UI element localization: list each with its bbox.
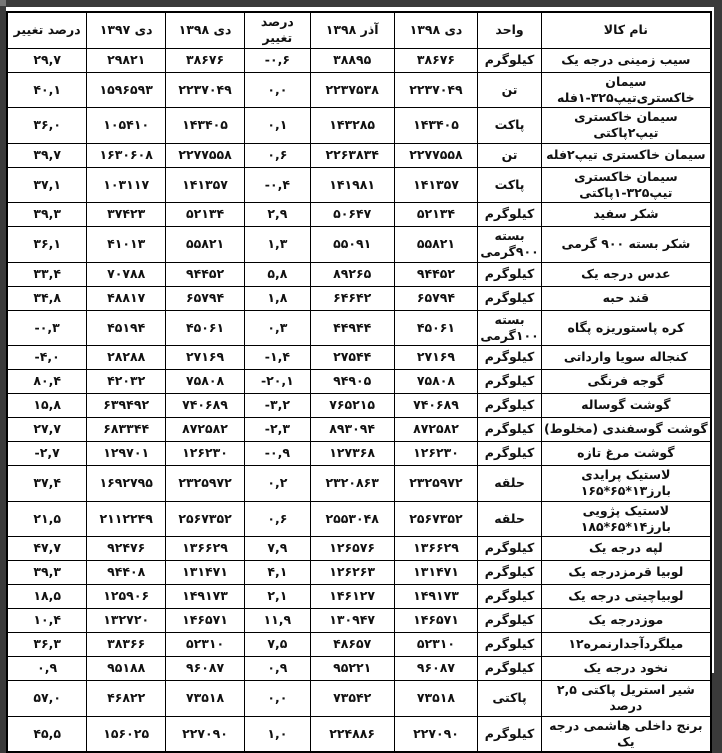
unit-cell: کیلوگرم: [478, 346, 541, 370]
azar98-cell: ۲۲۳۷۵۳۸: [310, 72, 394, 108]
chg-m-cell: ۱,۳: [244, 227, 310, 263]
table-row: [7, 167, 711, 203]
dey97-cell: ۳۸۳۶۶: [87, 633, 166, 657]
table-row: [7, 286, 711, 310]
dey98-b-cell: ۱۴۹۱۷۳: [166, 585, 245, 609]
table-row: [7, 108, 711, 144]
azar98-cell: ۱۲۷۳۶۸: [310, 442, 394, 466]
unit-cell: پاکت: [478, 108, 541, 144]
table-row: [7, 394, 711, 418]
table-row: [7, 466, 711, 502]
chg-m-cell: ۰,۰: [244, 72, 310, 108]
dey98-a-cell: ۱۴۹۱۷۳: [394, 585, 478, 609]
dey98-b-cell: ۲۳۲۵۹۷۲: [166, 466, 245, 502]
table-row: [7, 633, 711, 657]
chg-m-cell: ۰,۳: [244, 310, 310, 346]
table-row: [7, 72, 711, 108]
azar98-cell: ۹۵۲۲۱: [310, 657, 394, 681]
chg-y-cell: ۱۰,۴: [7, 609, 87, 633]
table-row: [7, 501, 711, 537]
dey97-cell: ۱۲۵۹۰۶: [87, 585, 166, 609]
azar98-cell: ۹۴۹۰۵: [310, 370, 394, 394]
dey98-b-cell: ۹۴۴۵۲: [166, 262, 245, 286]
unit-cell: تن: [478, 72, 541, 108]
chg-y-cell: -۴,۰: [7, 346, 87, 370]
name-cell: کنجاله سویا وارداتی: [541, 346, 711, 370]
dey98-b-cell: ۷۳۵۱۸: [166, 681, 245, 717]
dey98-b-cell: ۲۵۶۷۳۵۲: [166, 501, 245, 537]
azar98-cell: ۲۲۶۳۸۳۴: [310, 143, 394, 167]
chg-m-cell: ۱,۰: [244, 716, 310, 752]
name-cell: لاستیک پرایدی بارز۱۳*۶۵*۱۶۵: [541, 466, 711, 502]
unit-cell: کیلوگرم: [478, 537, 541, 561]
chg-y-cell: ۳۴,۸: [7, 286, 87, 310]
table-row: [7, 370, 711, 394]
chg-y-cell: ۱۵,۸: [7, 394, 87, 418]
name-cell: شیر استریل پاکتی ۲,۵ درصد: [541, 681, 711, 717]
table-row: [7, 310, 711, 346]
unit-cell: حلقه: [478, 501, 541, 537]
unit-cell: کیلوگرم: [478, 370, 541, 394]
dey97-cell: ۷۰۷۸۸: [87, 262, 166, 286]
dey98-a-cell: ۹۴۴۵۲: [394, 262, 478, 286]
column-header-chg_m: درصد تغییر: [244, 12, 310, 48]
azar98-cell: ۷۳۵۴۲: [310, 681, 394, 717]
chg-y-cell: ۴۵,۵: [7, 716, 87, 752]
chg-m-cell: ۲,۱: [244, 585, 310, 609]
unit-cell: کیلوگرم: [478, 716, 541, 752]
chg-m-cell: -۰,۶: [244, 48, 310, 72]
dey98-a-cell: ۲۲۷۰۹۰: [394, 716, 478, 752]
chg-y-cell: ۲۷,۷: [7, 418, 87, 442]
chg-m-cell: ۷,۵: [244, 633, 310, 657]
chg-m-cell: -۱,۴: [244, 346, 310, 370]
azar98-cell: ۱۴۳۲۸۵: [310, 108, 394, 144]
document-page: [6, 7, 714, 749]
name-cell: برنج داخلی هاشمی درجه یک: [541, 716, 711, 752]
dey98-b-cell: ۵۵۸۲۱: [166, 227, 245, 263]
name-cell: میلگردآجدارنمره۱۲: [541, 633, 711, 657]
name-cell: شکر بسته ۹۰۰ گرمی: [541, 227, 711, 263]
name-cell: موزدرجه یک: [541, 609, 711, 633]
dey98-a-cell: ۴۵۰۶۱: [394, 310, 478, 346]
name-cell: قند حبه: [541, 286, 711, 310]
dey98-a-cell: ۱۳۶۶۲۹: [394, 537, 478, 561]
dey98-a-cell: ۵۵۸۲۱: [394, 227, 478, 263]
chg-y-cell: ۳۹,۷: [7, 143, 87, 167]
dey98-b-cell: ۹۶۰۸۷: [166, 657, 245, 681]
name-cell: سیمان خاکستری تیپ۳۲۵-۱پاکتی: [541, 167, 711, 203]
dey98-b-cell: ۲۷۱۶۹: [166, 346, 245, 370]
table-row: [7, 442, 711, 466]
name-cell: لوبیاچیتی درجه یک: [541, 585, 711, 609]
dey98-b-cell: ۵۲۳۱۰: [166, 633, 245, 657]
chg-m-cell: -۲۰,۱: [244, 370, 310, 394]
column-header-name: نام کالا: [541, 12, 711, 48]
dey97-cell: ۱۳۲۷۲۰: [87, 609, 166, 633]
name-cell: گوشت گوساله: [541, 394, 711, 418]
dey98-a-cell: ۲۲۳۷۰۴۹: [394, 72, 478, 108]
dey98-a-cell: ۱۴۳۴۰۵: [394, 108, 478, 144]
dey98-a-cell: ۶۵۷۹۴: [394, 286, 478, 310]
table-header-row: [7, 12, 711, 48]
table-row: [7, 203, 711, 227]
unit-cell: حلقه: [478, 466, 541, 502]
azar98-cell: ۴۸۶۵۷: [310, 633, 394, 657]
dey98-b-cell: ۶۵۷۹۴: [166, 286, 245, 310]
dey98-b-cell: ۱۴۳۴۰۵: [166, 108, 245, 144]
chg-m-cell: ۲,۹: [244, 203, 310, 227]
table-row: [7, 681, 711, 717]
unit-cell: پاکت: [478, 167, 541, 203]
chg-y-cell: ۳۷,۱: [7, 167, 87, 203]
dey97-cell: ۱۰۵۴۱۰: [87, 108, 166, 144]
column-header-unit: واحد: [478, 12, 541, 48]
unit-cell: کیلوگرم: [478, 286, 541, 310]
unit-cell: کیلوگرم: [478, 585, 541, 609]
name-cell: کره پاستوریزه پگاه: [541, 310, 711, 346]
dey97-cell: ۹۵۱۸۸: [87, 657, 166, 681]
azar98-cell: ۱۲۶۲۶۳: [310, 561, 394, 585]
azar98-cell: ۱۴۶۱۲۷: [310, 585, 394, 609]
azar98-cell: ۲۳۲۰۸۶۳: [310, 466, 394, 502]
table-row: [7, 561, 711, 585]
dey98-b-cell: ۳۸۶۷۶: [166, 48, 245, 72]
table-body: [7, 48, 711, 752]
table-row: [7, 537, 711, 561]
column-header-chg_y: درصد تغییر: [7, 12, 87, 48]
azar98-cell: ۱۲۶۵۷۶: [310, 537, 394, 561]
dey98-a-cell: ۲۳۲۵۹۷۲: [394, 466, 478, 502]
dey97-cell: ۱۰۳۱۱۷: [87, 167, 166, 203]
unit-cell: کیلوگرم: [478, 442, 541, 466]
chg-y-cell: -۰,۳: [7, 310, 87, 346]
dey97-cell: ۱۵۹۶۵۹۳: [87, 72, 166, 108]
unit-cell: کیلوگرم: [478, 203, 541, 227]
unit-cell: کیلوگرم: [478, 657, 541, 681]
unit-cell: کیلوگرم: [478, 262, 541, 286]
unit-cell: کیلوگرم: [478, 418, 541, 442]
name-cell: سیمان خاکستری تیپ۲فله: [541, 143, 711, 167]
dey98-b-cell: ۸۷۲۵۸۲: [166, 418, 245, 442]
dey98-a-cell: ۷۴۰۶۸۹: [394, 394, 478, 418]
chg-y-cell: ۳۳,۴: [7, 262, 87, 286]
column-header-azar98: آذر ۱۳۹۸: [310, 12, 394, 48]
dey98-b-cell: ۲۲۷۰۹۰: [166, 716, 245, 752]
dey97-cell: ۹۴۴۰۸: [87, 561, 166, 585]
unit-cell: تن: [478, 143, 541, 167]
chg-m-cell: -۰,۹: [244, 442, 310, 466]
unit-cell: کیلوگرم: [478, 394, 541, 418]
chg-m-cell: ۱,۸: [244, 286, 310, 310]
dey98-b-cell: ۱۲۶۲۳۰: [166, 442, 245, 466]
chg-m-cell: ۵,۸: [244, 262, 310, 286]
dey98-a-cell: ۱۲۶۲۳۰: [394, 442, 478, 466]
azar98-cell: ۶۴۶۴۲: [310, 286, 394, 310]
azar98-cell: ۲۲۴۸۸۶: [310, 716, 394, 752]
table-row: [7, 143, 711, 167]
dey98-a-cell: ۵۲۱۳۴: [394, 203, 478, 227]
dey98-b-cell: ۱۴۱۳۵۷: [166, 167, 245, 203]
azar98-cell: ۲۵۵۳۰۴۸: [310, 501, 394, 537]
chg-m-cell: ۷,۹: [244, 537, 310, 561]
chg-y-cell: ۸۰,۴: [7, 370, 87, 394]
chg-y-cell: ۲۱,۵: [7, 501, 87, 537]
unit-cell: کیلوگرم: [478, 609, 541, 633]
dey97-cell: ۱۶۳۰۶۰۸: [87, 143, 166, 167]
chg-y-cell: ۳۶,۱: [7, 227, 87, 263]
dey98-a-cell: ۲۷۱۶۹: [394, 346, 478, 370]
dey98-b-cell: ۱۴۶۵۷۱: [166, 609, 245, 633]
chg-y-cell: ۳۷,۴: [7, 466, 87, 502]
azar98-cell: ۸۹۲۶۵: [310, 262, 394, 286]
chg-m-cell: -۲,۳: [244, 418, 310, 442]
unit-cell: کیلوگرم: [478, 633, 541, 657]
dey98-a-cell: ۷۵۸۰۸: [394, 370, 478, 394]
dey98-a-cell: ۱۴۶۵۷۱: [394, 609, 478, 633]
chg-y-cell: ۳۶,۳: [7, 633, 87, 657]
column-header-dey97: دی ۱۳۹۷: [87, 12, 166, 48]
price-table: [6, 11, 712, 753]
table-row: [7, 346, 711, 370]
dey97-cell: ۴۶۸۲۲: [87, 681, 166, 717]
unit-cell: کیلوگرم: [478, 48, 541, 72]
dey98-a-cell: ۱۴۱۳۵۷: [394, 167, 478, 203]
azar98-cell: ۷۶۵۲۱۵: [310, 394, 394, 418]
column-header-dey98_b: دی ۱۳۹۸: [166, 12, 245, 48]
unit-cell: کیلوگرم: [478, 561, 541, 585]
table-row: [7, 716, 711, 752]
dey97-cell: ۲۱۱۲۲۴۹: [87, 501, 166, 537]
unit-cell: بسته ۱۰۰گرمی: [478, 310, 541, 346]
azar98-cell: ۱۳۰۹۴۷: [310, 609, 394, 633]
azar98-cell: ۱۴۱۹۸۱: [310, 167, 394, 203]
dey97-cell: ۹۲۴۷۶: [87, 537, 166, 561]
chg-m-cell: -۰,۴: [244, 167, 310, 203]
chg-m-cell: ۰,۱: [244, 108, 310, 144]
table-row: [7, 48, 711, 72]
dey97-cell: ۱۵۶۰۲۵: [87, 716, 166, 752]
chg-m-cell: ۱۱,۹: [244, 609, 310, 633]
viewer-corner-notch: [0, 0, 6, 6]
chg-m-cell: ۰,۶: [244, 501, 310, 537]
chg-y-cell: ۰,۹: [7, 657, 87, 681]
dey97-cell: ۲۸۲۸۸: [87, 346, 166, 370]
chg-y-cell: ۵۷,۰: [7, 681, 87, 717]
name-cell: عدس درجه یک: [541, 262, 711, 286]
dey97-cell: ۴۸۸۱۷: [87, 286, 166, 310]
dey98-b-cell: ۲۲۷۷۵۵۸: [166, 143, 245, 167]
chg-m-cell: ۰,۹: [244, 657, 310, 681]
table-row: [7, 657, 711, 681]
chg-y-cell: ۳۹,۳: [7, 561, 87, 585]
azar98-cell: ۸۹۳۰۹۴: [310, 418, 394, 442]
dey98-b-cell: ۵۲۱۳۴: [166, 203, 245, 227]
dey97-cell: ۴۱۰۱۳: [87, 227, 166, 263]
dey98-b-cell: ۷۴۰۶۸۹: [166, 394, 245, 418]
dey98-a-cell: ۲۵۶۷۳۵۲: [394, 501, 478, 537]
dey98-a-cell: ۹۶۰۸۷: [394, 657, 478, 681]
azar98-cell: ۴۴۹۴۴: [310, 310, 394, 346]
name-cell: سیمان خاکستری تیپ۲پاکتی: [541, 108, 711, 144]
unit-cell: پاکتی: [478, 681, 541, 717]
chg-y-cell: ۴۰,۱: [7, 72, 87, 108]
name-cell: سیمان خاکستری‌تیپ۳۲۵-۱فله: [541, 72, 711, 108]
chg-y-cell: ۲۹,۷: [7, 48, 87, 72]
table-row: [7, 609, 711, 633]
dey97-cell: ۲۹۸۲۱: [87, 48, 166, 72]
dey98-a-cell: ۲۲۷۷۵۵۸: [394, 143, 478, 167]
dey97-cell: ۴۵۱۹۴: [87, 310, 166, 346]
unit-cell: بسته ۹۰۰گرمی: [478, 227, 541, 263]
chg-m-cell: -۳,۲: [244, 394, 310, 418]
dey98-b-cell: ۱۳۱۴۷۱: [166, 561, 245, 585]
chg-y-cell: ۴۷,۷: [7, 537, 87, 561]
name-cell: گوجه فرنگی: [541, 370, 711, 394]
table-row: [7, 262, 711, 286]
chg-y-cell: ۳۹,۳: [7, 203, 87, 227]
dey98-a-cell: ۸۷۲۵۸۲: [394, 418, 478, 442]
dey98-a-cell: ۳۸۶۷۶: [394, 48, 478, 72]
table-row: [7, 418, 711, 442]
chg-m-cell: ۰,۶: [244, 143, 310, 167]
dey98-a-cell: ۱۳۱۴۷۱: [394, 561, 478, 585]
azar98-cell: ۵۵۰۹۱: [310, 227, 394, 263]
dey98-a-cell: ۷۳۵۱۸: [394, 681, 478, 717]
dey98-b-cell: ۷۵۸۰۸: [166, 370, 245, 394]
chg-y-cell: -۲,۷: [7, 442, 87, 466]
azar98-cell: ۵۰۶۴۷: [310, 203, 394, 227]
azar98-cell: ۲۷۵۴۴: [310, 346, 394, 370]
table-row: [7, 585, 711, 609]
name-cell: لاستیک پژویی بارز۱۴*۶۵*۱۸۵: [541, 501, 711, 537]
dey97-cell: ۶۳۹۴۹۲: [87, 394, 166, 418]
chg-m-cell: ۴,۱: [244, 561, 310, 585]
dey97-cell: ۳۷۴۲۳: [87, 203, 166, 227]
dey97-cell: ۴۲۰۳۲: [87, 370, 166, 394]
chg-y-cell: ۱۸,۵: [7, 585, 87, 609]
name-cell: لوبیا قرمزدرجه یک: [541, 561, 711, 585]
column-header-dey98_a: دی ۱۳۹۸: [394, 12, 478, 48]
table-row: [7, 227, 711, 263]
dey98-b-cell: ۴۵۰۶۱: [166, 310, 245, 346]
name-cell: شکر سفید: [541, 203, 711, 227]
name-cell: گوشت گوسفندی (مخلوط): [541, 418, 711, 442]
name-cell: لپه درجه یک: [541, 537, 711, 561]
chg-m-cell: ۰,۲: [244, 466, 310, 502]
dey97-cell: ۱۶۹۲۷۹۵: [87, 466, 166, 502]
dey98-a-cell: ۵۲۳۱۰: [394, 633, 478, 657]
dey98-b-cell: ۲۲۳۷۰۴۹: [166, 72, 245, 108]
azar98-cell: ۳۸۸۹۵: [310, 48, 394, 72]
dey97-cell: ۶۸۳۳۴۴: [87, 418, 166, 442]
chg-m-cell: ۰,۰: [244, 681, 310, 717]
dey98-b-cell: ۱۳۶۶۲۹: [166, 537, 245, 561]
chg-y-cell: ۳۶,۰: [7, 108, 87, 144]
name-cell: سیب زمینی درجه یک: [541, 48, 711, 72]
name-cell: نخود درجه یک: [541, 657, 711, 681]
dey97-cell: ۱۲۹۷۰۱: [87, 442, 166, 466]
name-cell: گوشت مرغ تازه: [541, 442, 711, 466]
